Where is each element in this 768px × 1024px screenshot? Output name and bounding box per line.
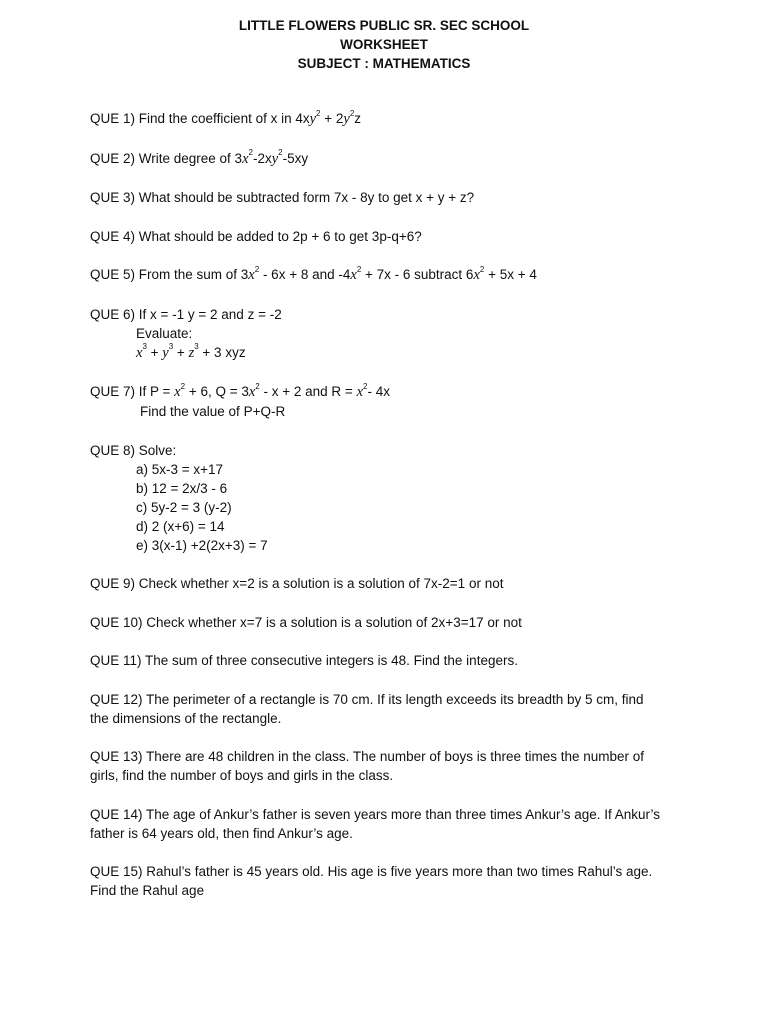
expression-text: - x + 2 and R = <box>259 384 357 399</box>
question-11-text: QUE 11) The sum of three consecutive integers is 48. Find the integers. <box>90 653 518 668</box>
question-8-part-c: c) 5y-2 = 3 (y-2) <box>136 499 232 515</box>
exponent: 2 <box>278 148 283 157</box>
question-6-evaluate-label: Evaluate: <box>136 325 193 341</box>
question-7-text: QUE 7) If P = <box>90 384 175 399</box>
exponent: 2 <box>254 264 260 274</box>
variable: x <box>242 150 249 167</box>
variable: z <box>188 344 195 361</box>
question-15-line-2: Find the Rahul age <box>90 883 205 898</box>
expression-text: + 6, Q = 3 <box>185 384 249 399</box>
question-14-line-1: QUE 14) The age of Ankur’s father is seven years more than three times Ankur’s age. If Ankur’s <box>90 806 661 822</box>
question-1 <box>90 109 678 129</box>
exponent: 3 <box>194 342 199 351</box>
question-11 <box>90 651 678 670</box>
exponent: 3 <box>168 342 174 351</box>
document-type: WORKSHEET <box>340 37 428 52</box>
expression-text: + <box>173 344 189 360</box>
question-12-line-1: QUE 12) The perimeter of a rectangle is 70 cm. If its length exceeds its breadth by 5 cm, find <box>90 691 644 707</box>
question-3-text: QUE 3) What should be subtracted form 7x - 8y to get x + y + z? <box>90 190 475 205</box>
variable: y <box>162 344 169 361</box>
question-4 <box>90 227 678 246</box>
question-12-line-2: the dimensions of the rectangle. <box>90 710 282 726</box>
variable: x <box>356 384 363 400</box>
expression-text: z <box>354 111 362 126</box>
variable: y <box>271 150 279 167</box>
expression-text: -5xy <box>282 150 309 166</box>
expression-text: - 4x <box>367 384 390 399</box>
variable: x <box>174 384 181 400</box>
question-8-part-b: b) 12 = 2x/3 - 6 <box>136 480 228 496</box>
expression-text: + 5x + 4 <box>484 267 537 282</box>
question-13-line-1: QUE 13) There are 48 children in the class. The number of boys is three times the number of <box>90 749 645 764</box>
expression-text: - 6x + 8 and -4 <box>259 267 351 282</box>
exponent: 2 <box>479 264 485 274</box>
question-8-text: QUE 8) Solve: <box>90 442 177 458</box>
subject-title: SUBJECT : MATHEMATICS <box>297 56 471 71</box>
question-9 <box>90 574 678 593</box>
worksheet-header <box>90 16 678 73</box>
exponent: 2 <box>248 148 253 157</box>
question-6-expression <box>90 343 678 363</box>
question-15-line-1: QUE 15) Rahul’s father is 45 years old. His age is five years more than two times Rahul’s age. <box>90 864 653 879</box>
question-13-line-2: girls, find the number of boys and girls in the class. <box>90 768 394 783</box>
question-list <box>90 109 678 900</box>
exponent: 2 <box>316 108 321 118</box>
variable: x <box>473 267 480 283</box>
exponent: 2 <box>356 264 362 274</box>
question-8-part-a: a) 5x-3 = x+17 <box>136 461 224 477</box>
variable: x <box>248 267 255 283</box>
question-8-part-e: e) 3(x-1) +2(2x+3) = 7 <box>136 537 268 553</box>
exponent: 2 <box>363 381 368 391</box>
question-2-text: QUE 2) Write degree of 3 <box>90 150 243 166</box>
question-8 <box>90 441 678 555</box>
expression-text: + 3 xyz <box>198 344 246 360</box>
expression-text: -2x <box>252 150 272 166</box>
question-2 <box>90 149 678 169</box>
question-15 <box>90 862 678 900</box>
variable: x <box>136 344 143 361</box>
question-10 <box>90 613 678 632</box>
question-6 <box>90 305 678 363</box>
variable: y <box>309 111 317 127</box>
variable: x <box>350 267 357 283</box>
variable: x <box>248 384 256 400</box>
exponent: 3 <box>142 342 147 351</box>
exponent: 2 <box>255 381 260 391</box>
question-5-text: QUE 5) From the sum of 3 <box>90 267 249 282</box>
expression-text: + 7x - 6 subtract 6 <box>361 267 474 282</box>
question-7 <box>90 382 678 421</box>
question-4-text: QUE 4) What should be added to 2p + 6 to get 3p-q+6? <box>90 228 422 244</box>
question-3 <box>90 188 678 207</box>
question-5 <box>90 265 678 285</box>
question-7-instruction: Find the value of P+Q-R <box>140 404 286 419</box>
question-6-text: QUE 6) If x = -1 y = 2 and z = -2 <box>90 306 282 322</box>
question-13 <box>90 747 678 785</box>
expression-text: + 2 <box>320 111 344 126</box>
question-14-line-2: father is 64 years old, then find Ankur’s age. <box>90 825 353 841</box>
school-name: LITTLE FLOWERS PUBLIC SR. SEC SCHOOL <box>238 18 530 33</box>
exponent: 2 <box>349 108 355 118</box>
question-14 <box>90 805 678 843</box>
question-12 <box>90 690 678 728</box>
expression-text: + <box>146 344 163 360</box>
question-1-text: QUE 1) Find the coefficient of x in 4x <box>90 111 310 126</box>
question-10-text: QUE 10) Check whether x=7 is a solution is a solution of 2x+3=17 or not <box>90 614 522 630</box>
exponent: 2 <box>180 381 186 391</box>
variable: y <box>343 111 350 127</box>
question-9-text: QUE 9) Check whether x=2 is a solution is a solution of 7x-2=1 or not <box>90 576 504 591</box>
question-8-part-d: d) 2 (x+6) = 14 <box>136 518 225 534</box>
